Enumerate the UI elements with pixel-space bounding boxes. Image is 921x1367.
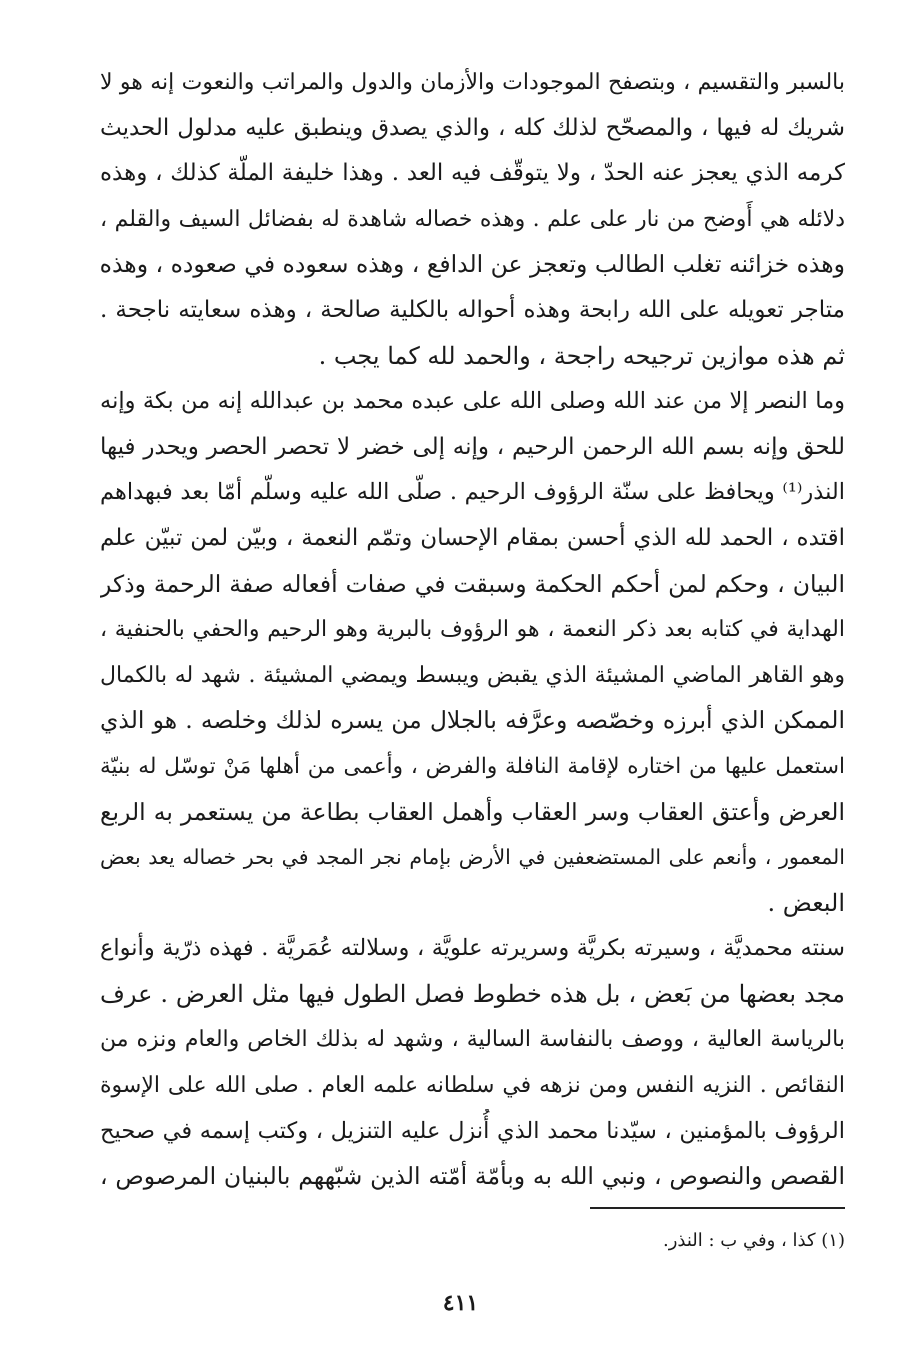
text-line: البيان ، وحكم لمن أحكم الحكمة وسبقت في صفات أفعاله صفة الرحمة وذكر (100, 569, 845, 598)
text-line: للحق وإنه بسم الله الرحمن الرحيم ، وإنه إلى خضر لا تحصر الحصر ويحدر فيها (100, 433, 845, 460)
text-line: اقتده ، الحمد لله الذي أحسن بمقام الإحسان وتمّم النعمة ، وبيّن لمن تبيّن علم (100, 524, 845, 551)
text-line: الممكن الذي أبرزه وخصّصه وعرَّفه بالجلال من يسره لذلك وخلصه . هو الذي (100, 706, 845, 735)
text-line: الرؤوف بالمؤمنين ، سيّدنا محمد الذي أُنزل عليه التنزيل ، وكتب إسمه في صحيح (100, 1117, 845, 1144)
text-line: المعمور ، وأنعم على المستضعفين في الأرض بإمام نجر المجد في بحر خصاله يعد بعض (100, 845, 845, 870)
text-line: الهداية في كتابه بعد ذكر النعمة ، هو الرؤوف بالبرية وهو الرحيم والحفي بالحنفية ، (100, 617, 845, 643)
text-line: سنته محمديَّة ، وسيرته بكريَّة وسريرته علويَّة ، وسلالته عُمَريَّة . فهذه ذرّية وأنواع (100, 935, 845, 962)
text-line: النذر⁽¹⁾ ويحافظ على سنّة الرؤوف الرحيم . صلّى الله عليه وسلّم أمّا بعد فبهداهم (100, 479, 845, 506)
text-line: دلائله هي أَوضح من نار على علم . وهذه خصاله شاهدة له بفضائل السيف والقلم ، (100, 206, 845, 232)
text-line: وهو القاهر الماضي المشيئة الذي يقبض ويبسط ويمضي المشيئة . شهد له بالكمال (100, 662, 845, 688)
text-line: كرمه الذي يعجز عنه الحدّ ، ولا يتوقّف فيه العد . وهذا خليفة الملّة كذلك ، وهذه (100, 160, 845, 187)
text-line: البعض . (767, 888, 845, 917)
text-line: وهذه خزائنه تغلب الطالب وتعجز عن الدافع ، وهذه سعوده في صعوده ، وهذه (100, 250, 845, 279)
footnote: (١) كذا ، وفي ب : النذر. (663, 1230, 845, 1251)
text-line: العرض وأعتق العقاب وسر العقاب وأهمل العقاب بطاعة من يستعمر به الربع (100, 797, 845, 826)
text-line: استعمل عليها من اختاره لإقامة النافلة والفرض ، وأعمى من أهلها مَنْ توسّل له بنيّة (100, 753, 845, 779)
body-text (100, 60, 845, 1200)
text-line: وما النصر إلا من عند الله وصلى الله على عبده محمد بن عبدالله إنه من بكة وإنه (100, 388, 845, 415)
text-line: مجد بعضها من بَعض ، بل هذه خطوط فصل الطول فيها مثل العرض . عرف (100, 979, 845, 1008)
text-line: بالسبر والتقسيم ، وبتصفح الموجودات والأزمان والدول والمراتب والنعوت إنه هو لا (100, 70, 845, 95)
footnote-separator (590, 1207, 845, 1209)
text-line: القصص والنصوص ، ونبي الله به وبأمّة أمّته الذين شبّههم بالبنيان المرصوص ، (100, 1162, 845, 1191)
text-line: شريك له فيها ، والمصحّح لذلك كله ، والذي يصدق وينطبق عليه مدلول الحديث (100, 114, 845, 141)
text-line: متاجر تعويله على الله رابحة وهذه أحواله بالكلية صالحة ، وهذه سعايته ناجحة . (100, 296, 845, 323)
text-line: بالرياسة العالية ، ووصف بالنفاسة السالية ، وشهد له بذلك الخاص والعام ونزه من (100, 1027, 845, 1053)
text-line: ثم هذه موازين ترجيحه راجحة ، والحمد لله كما يجب . (318, 341, 845, 370)
page-number: ٤١١ (442, 1290, 479, 1316)
text-line: النقائص . النزيه النفس ومن نزهه في سلطانه علمه العام . صلى الله على الإسوة (100, 1073, 845, 1099)
